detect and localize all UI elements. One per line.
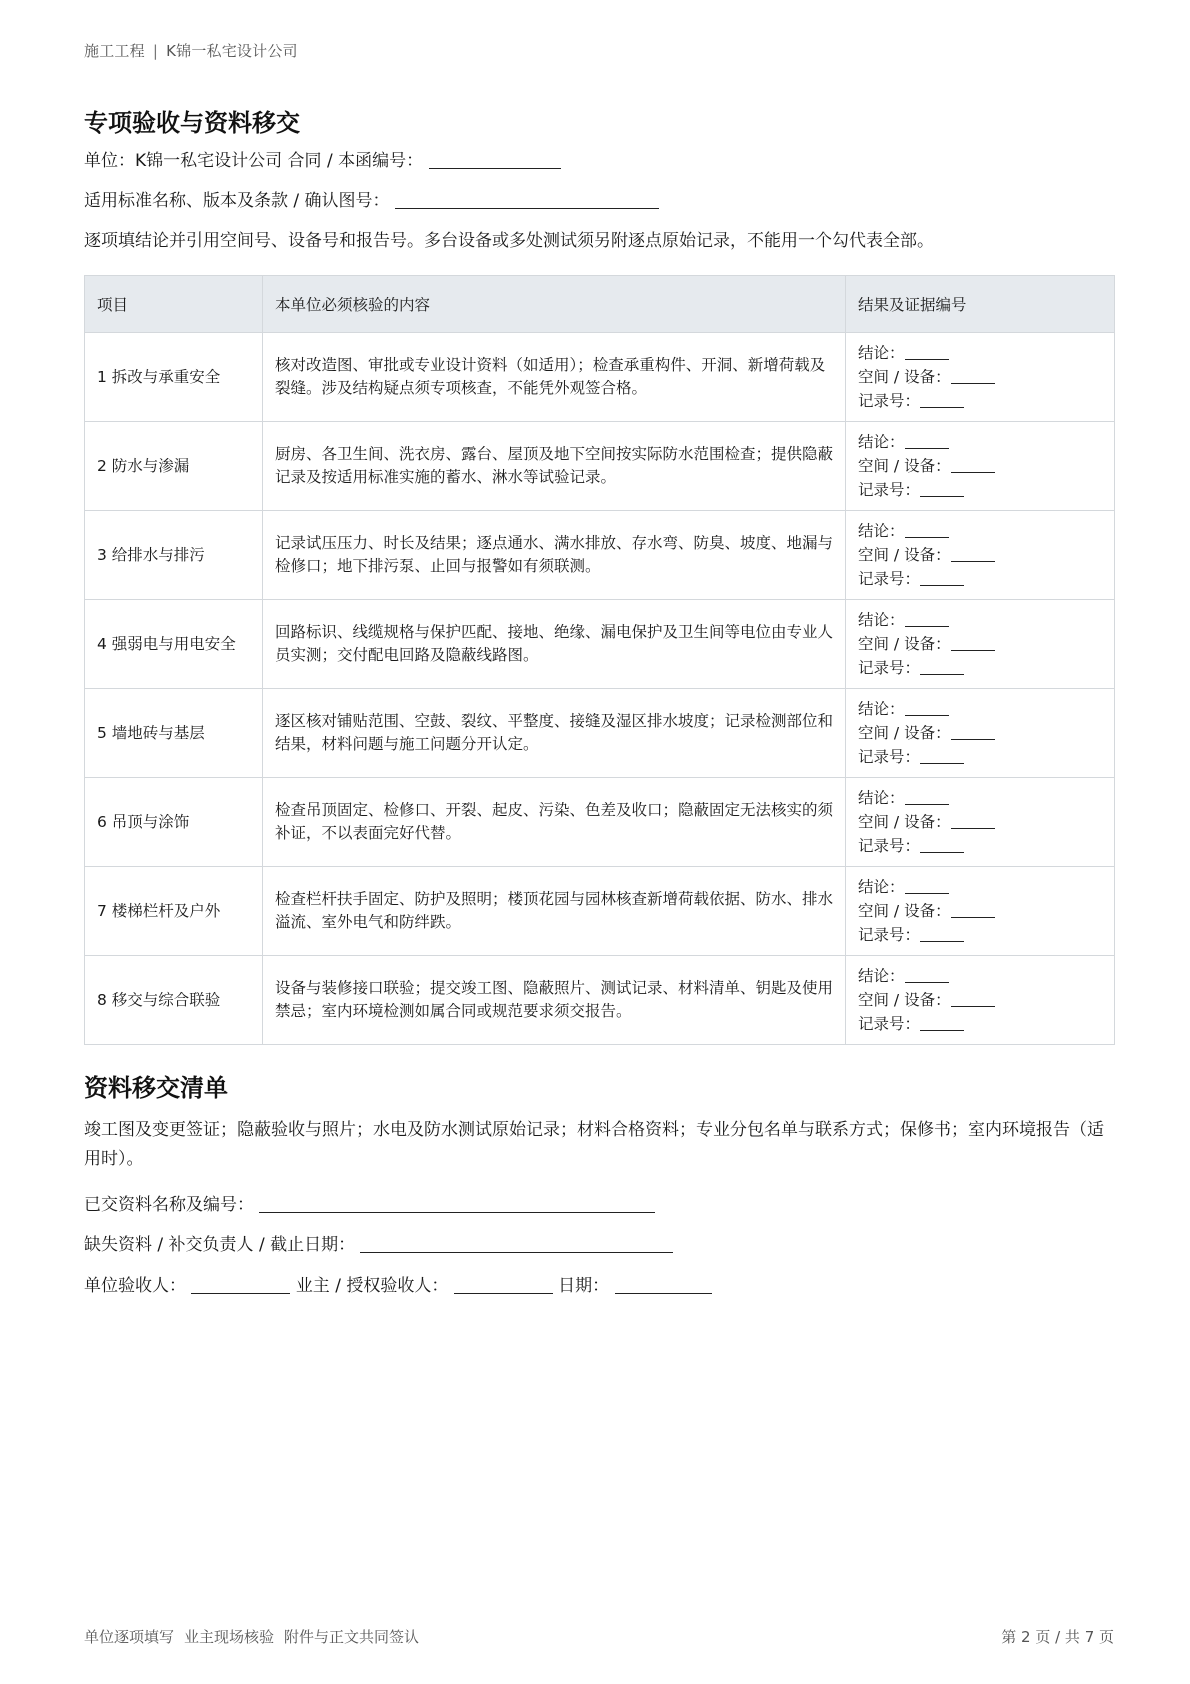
unit-acceptor-field[interactable] bbox=[191, 1275, 290, 1294]
result-conclusion bbox=[858, 341, 1102, 365]
space-label: 空间 / 设备： bbox=[858, 546, 951, 564]
table-row bbox=[85, 867, 1115, 956]
space-label: 空间 / 设备： bbox=[858, 902, 951, 920]
space-field[interactable] bbox=[951, 367, 995, 384]
result-record bbox=[858, 478, 1102, 502]
missing-field[interactable] bbox=[360, 1234, 673, 1253]
page-title: 专项验收与资料移交 bbox=[84, 109, 300, 137]
result-space bbox=[858, 810, 1102, 834]
record-label: 记录号： bbox=[858, 392, 921, 410]
owner-acceptor-field[interactable] bbox=[454, 1275, 553, 1294]
space-label: 空间 / 设备： bbox=[858, 991, 951, 1009]
conclusion-field[interactable] bbox=[905, 343, 949, 360]
owner-acceptor-label: 业主 / 授权验收人： bbox=[295, 1276, 449, 1296]
header-company: K锦一私宅设计公司 bbox=[166, 42, 298, 60]
record-field[interactable] bbox=[920, 658, 964, 675]
unit-contract-label: 单位：K锦一私宅设计公司 合同 / 本函编号： bbox=[84, 151, 424, 171]
result-conclusion bbox=[858, 697, 1102, 721]
row-content: 检查栏杆扶手固定、防护及照明；楼顶花园与园林核查新增荷载依据、防水、排水溢流、室外电气和防绊跌。 bbox=[263, 867, 846, 956]
conclusion-label: 结论： bbox=[858, 967, 905, 985]
record-field[interactable] bbox=[920, 391, 964, 408]
row-result bbox=[846, 422, 1115, 511]
row-content: 核对改造图、审批或专业设计资料（如适用）；检查承重构件、开洞、新增荷载及裂缝。涉及结构疑点须专项核查，不能凭外观签合格。 bbox=[263, 333, 846, 422]
result-space bbox=[858, 988, 1102, 1012]
result-record bbox=[858, 745, 1102, 769]
record-field[interactable] bbox=[920, 836, 964, 853]
unit-acceptor-label: 单位验收人： bbox=[84, 1276, 186, 1296]
space-label: 空间 / 设备： bbox=[858, 457, 951, 475]
conclusion-label: 结论： bbox=[858, 344, 905, 362]
result-conclusion bbox=[858, 430, 1102, 454]
conclusion-label: 结论： bbox=[858, 522, 905, 540]
row-content: 回路标识、线缆规格与保护匹配、接地、绝缘、漏电保护及卫生间等电位由专业人员实测；交付配电回路及隐蔽线路图。 bbox=[263, 600, 846, 689]
table-row bbox=[85, 511, 1115, 600]
record-label: 记录号： bbox=[858, 659, 921, 677]
row-content: 厨房、各卫生间、洗衣房、露台、屋顶及地下空间按实际防水范围检查；提供隐蔽记录及按适用标准实施的蓄水、淋水等试验记录。 bbox=[263, 422, 846, 511]
conclusion-field[interactable] bbox=[905, 788, 949, 805]
submitted-line bbox=[84, 1190, 655, 1215]
record-field[interactable] bbox=[920, 925, 964, 942]
space-label: 空间 / 设备： bbox=[858, 368, 951, 386]
instruction-text: 逐项填结论并引用空间号、设备号和报告号。多台设备或多处测试须另附逐点原始记录，不能用一个勾代表全部。 bbox=[84, 231, 934, 251]
space-label: 空间 / 设备： bbox=[858, 724, 951, 742]
page-header bbox=[84, 40, 298, 61]
date-label: 日期： bbox=[558, 1276, 610, 1296]
space-label: 空间 / 设备： bbox=[858, 635, 951, 653]
conclusion-field[interactable] bbox=[905, 521, 949, 538]
header-project: 施工工程 bbox=[84, 42, 145, 60]
record-label: 记录号： bbox=[858, 926, 921, 944]
row-result bbox=[846, 600, 1115, 689]
row-result bbox=[846, 511, 1115, 600]
result-conclusion bbox=[858, 875, 1102, 899]
table-row bbox=[85, 689, 1115, 778]
record-field[interactable] bbox=[920, 747, 964, 764]
missing-line bbox=[84, 1230, 673, 1255]
handover-list: 竣工图及变更签证；隐蔽验收与照片；水电及防水测试原始记录；材料合格资料；专业分包名单与联系方式；保修书；室内环境报告（适用时）。 bbox=[84, 1120, 1104, 1169]
signature-line bbox=[84, 1271, 712, 1296]
acceptance-table bbox=[84, 275, 1115, 1045]
handover-title: 资料移交清单 bbox=[84, 1074, 228, 1102]
result-record bbox=[858, 656, 1102, 680]
table-row bbox=[85, 422, 1115, 511]
conclusion-label: 结论： bbox=[858, 700, 905, 718]
row-result bbox=[846, 867, 1115, 956]
row-content: 记录试压压力、时长及结果；逐点通水、满水排放、存水弯、防臭、坡度、地漏与检修口；地下排污泵、止回与报警如有须联测。 bbox=[263, 511, 846, 600]
space-field[interactable] bbox=[951, 456, 995, 473]
standard-line bbox=[84, 186, 659, 211]
footer-note: 单位逐项填写 bbox=[84, 1628, 175, 1646]
conclusion-label: 结论： bbox=[858, 611, 905, 629]
row-item: 1 拆改与承重安全 bbox=[85, 333, 263, 422]
row-content: 检查吊顶固定、检修口、开裂、起皮、污染、色差及收口；隐蔽固定无法核实的须补证，不以表面完好代替。 bbox=[263, 778, 846, 867]
unit-contract-line bbox=[84, 146, 561, 171]
result-space bbox=[858, 543, 1102, 567]
table-row bbox=[85, 956, 1115, 1045]
row-result bbox=[846, 689, 1115, 778]
conclusion-label: 结论： bbox=[858, 789, 905, 807]
footer-note: 业主现场核验 bbox=[184, 1628, 275, 1646]
space-field[interactable] bbox=[951, 723, 995, 740]
record-label: 记录号： bbox=[858, 837, 921, 855]
space-field[interactable] bbox=[951, 545, 995, 562]
result-record bbox=[858, 1012, 1102, 1036]
page-number: 第 2 页 / 共 7 页 bbox=[1001, 1628, 1114, 1646]
table-row bbox=[85, 600, 1115, 689]
conclusion-label: 结论： bbox=[858, 878, 905, 896]
row-item: 6 吊顶与涂饰 bbox=[85, 778, 263, 867]
conclusion-field[interactable] bbox=[905, 610, 949, 627]
result-record bbox=[858, 923, 1102, 947]
space-field[interactable] bbox=[951, 812, 995, 829]
result-record bbox=[858, 834, 1102, 858]
space-field[interactable] bbox=[951, 901, 995, 918]
row-item: 5 墙地砖与基层 bbox=[85, 689, 263, 778]
result-space bbox=[858, 454, 1102, 478]
result-conclusion bbox=[858, 519, 1102, 543]
date-field[interactable] bbox=[615, 1275, 712, 1294]
result-space bbox=[858, 899, 1102, 923]
contract-number-field[interactable] bbox=[429, 150, 561, 169]
record-field[interactable] bbox=[920, 1014, 964, 1031]
conclusion-field[interactable] bbox=[905, 699, 949, 716]
result-space bbox=[858, 632, 1102, 656]
row-result bbox=[846, 333, 1115, 422]
result-record bbox=[858, 567, 1102, 591]
submitted-label: 已交资料名称及编号： bbox=[84, 1195, 254, 1215]
column-header-item: 项目 bbox=[85, 276, 263, 333]
footer-note: 附件与正文共同签认 bbox=[284, 1628, 420, 1646]
row-item: 4 强弱电与用电安全 bbox=[85, 600, 263, 689]
row-item: 2 防水与渗漏 bbox=[85, 422, 263, 511]
space-label: 空间 / 设备： bbox=[858, 813, 951, 831]
result-conclusion bbox=[858, 608, 1102, 632]
row-content: 逐区核对铺贴范围、空鼓、裂纹、平整度、接缝及湿区排水坡度；记录检测部位和结果，材料问题与施工问题分开认定。 bbox=[263, 689, 846, 778]
column-header-content: 本单位必须核验的内容 bbox=[263, 276, 846, 333]
record-label: 记录号： bbox=[858, 570, 921, 588]
standard-label: 适用标准名称、版本及条款 / 确认图号： bbox=[84, 191, 390, 211]
submitted-field[interactable] bbox=[259, 1194, 655, 1213]
row-result bbox=[846, 778, 1115, 867]
record-label: 记录号： bbox=[858, 1015, 921, 1033]
footer-notes bbox=[84, 1626, 429, 1647]
row-item: 7 楼梯栏杆及户外 bbox=[85, 867, 263, 956]
record-label: 记录号： bbox=[858, 481, 921, 499]
result-space bbox=[858, 721, 1102, 745]
conclusion-field[interactable] bbox=[905, 877, 949, 894]
conclusion-label: 结论： bbox=[858, 433, 905, 451]
table-row bbox=[85, 778, 1115, 867]
space-field[interactable] bbox=[951, 634, 995, 651]
header-separator: | bbox=[152, 42, 159, 60]
table-row bbox=[85, 333, 1115, 422]
row-content: 设备与装修接口联验；提交竣工图、隐蔽照片、测试记录、材料清单、钥匙及使用禁忌；室内环境检测如属合同或规范要求须交报告。 bbox=[263, 956, 846, 1045]
result-space bbox=[858, 365, 1102, 389]
record-label: 记录号： bbox=[858, 748, 921, 766]
table-header-row bbox=[85, 276, 1115, 333]
space-field[interactable] bbox=[951, 990, 995, 1007]
result-conclusion bbox=[858, 964, 1102, 988]
conclusion-field[interactable] bbox=[905, 432, 949, 449]
record-field[interactable] bbox=[920, 480, 964, 497]
record-field[interactable] bbox=[920, 569, 964, 586]
result-record bbox=[858, 389, 1102, 413]
standard-field[interactable] bbox=[395, 190, 659, 209]
missing-label: 缺失资料 / 补交负责人 / 截止日期： bbox=[84, 1235, 356, 1255]
row-result bbox=[846, 956, 1115, 1045]
column-header-result: 结果及证据编号 bbox=[846, 276, 1115, 333]
conclusion-field[interactable] bbox=[905, 966, 949, 983]
row-item: 8 移交与综合联验 bbox=[85, 956, 263, 1045]
result-conclusion bbox=[858, 786, 1102, 810]
row-item: 3 给排水与排污 bbox=[85, 511, 263, 600]
